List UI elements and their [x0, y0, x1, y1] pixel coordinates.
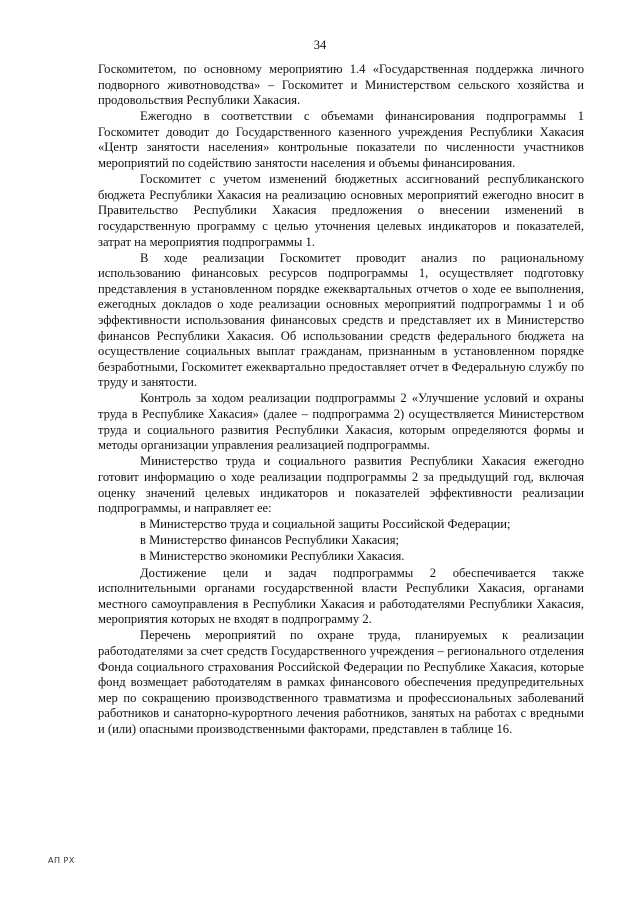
paragraph: Ежегодно в соответствии с объемами финансирования подпрограммы 1 Госкомитет доводит до Государственного казенного учреждения Республики Хакасия «Центр занятости населения» контрольные показатели по численности участников мероприятий по содействию занятости населения и объемы финансирования. [98, 109, 584, 171]
paragraph: Госкомитетом, по основному мероприятию 1.4 «Государственная поддержка личного подворного животноводства» – Госкомитет и Министерством сельского хозяйства и продовольствия Республики Хакасия. [98, 62, 584, 108]
paragraph: Министерство труда и социального развития Республики Хакасия ежегодно готовит информацию о ходе реализации подпрограммы 2 за предыдущий год, включая оценку значений целевых индикаторов и показателей эффективности реализации подпрограммы, и направляет ее: [98, 454, 584, 516]
list-item: в Министерство труда и социальной защиты Российской Федерации; [140, 517, 511, 532]
document-body [98, 62, 584, 738]
footer-mark: АП РХ [48, 856, 75, 865]
paragraph: Перечень мероприятий по охране труда, планируемых к реализации работодателями за счет средств Государственного учреждения – регионального отделения Фонда социального страхования Российской Федерации по Республике Хакасия, которые фонд возмещает работодателям в рамках финансового обеспечения предупредительных мер по сокращению производственного травматизма и профессиональных заболеваний работников и санаторно-курортного лечения работников, занятых на работах с вредными и (или) опасными производственными факторами, представлен в таблице 16. [98, 628, 584, 736]
paragraph: Госкомитет с учетом изменений бюджетных ассигнований республиканского бюджета Республики Хакасия на реализацию основных мероприятий ежегодно вносит в Правительство Республики Хакасия предложения о внесении изменений в государственную программу с целью уточнения целевых индикаторов и показателей, затрат на мероприятия подпрограммы 1. [98, 172, 584, 249]
list-item: в Министерство финансов Республики Хакасия; [140, 533, 399, 548]
paragraph: Достижение цели и задач подпрограммы 2 обеспечивается также исполнительными органами государственной власти Республики Хакасия, органами местного самоуправления в Республики Хакасия и работодателями Республики Хакасия, мероприятия которых не входят в подпрограмму 2. [98, 565, 584, 627]
paragraph: В ходе реализации Госкомитет проводит анализ по рациональному использованию финансовых ресурсов подпрограммы 1, осуществляет подготовку представления в установленном порядке ежеквартальных отчетов о ходе ее выполнения, ежегодных докладов о ходе реализации основных мероприятий подпрограммы 1 и об эффективности использования финансовых средств и представляет их в Министерство финансов Республики Хакасия. Об использовании средств федерального бюджета на осуществление социальных выплат гражданам, признанным в установленном порядке безработными, Госкомитет ежеквартально предоставляет отчет в Федеральную службу по труду и занятости. [98, 250, 584, 390]
paragraph: Контроль за ходом реализации подпрограммы 2 «Улучшение условий и охраны труда в Республике Хакасия» (далее – подпрограмма 2) осуществляется Министерством труда и социального развития Республики Хакасия, которым определяются формы и методы организации управления реализацией подпрограммы. [98, 391, 584, 453]
list-item: в Министерство экономики Республики Хакасия. [140, 549, 405, 564]
page-number: 34 [313, 38, 327, 52]
